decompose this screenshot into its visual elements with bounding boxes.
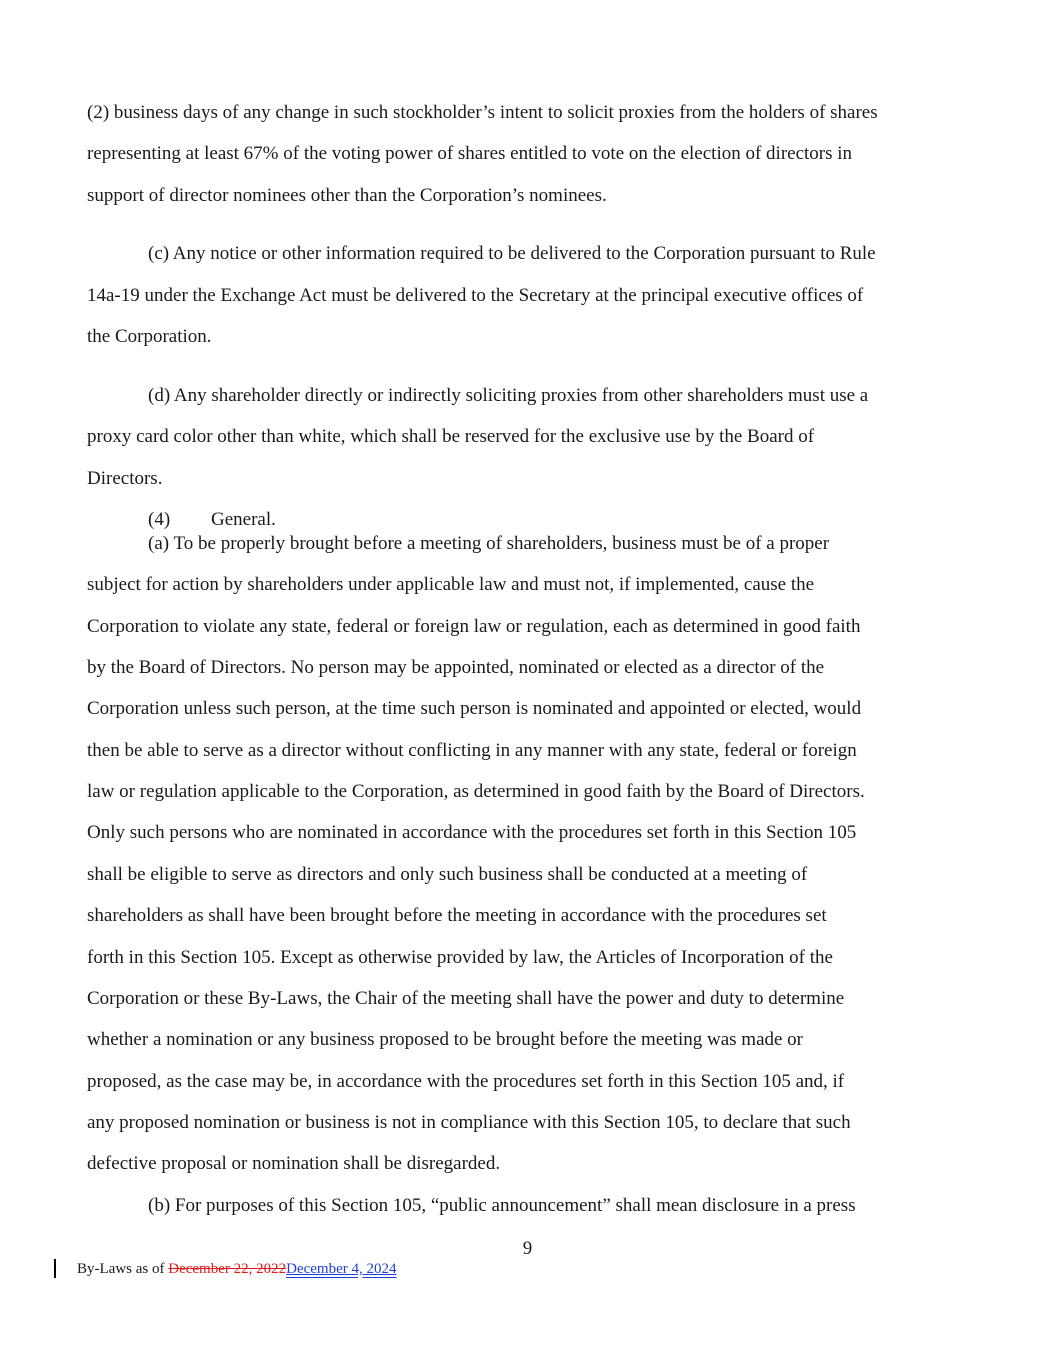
body-text-line: support of director nominees other than the Corporation’s nominees.: [87, 185, 607, 206]
body-text-line: subject for action by shareholders under applicable law and must not, if implemented, cause the: [87, 574, 815, 595]
revision-change-bar: [54, 1259, 56, 1278]
body-text-line: Corporation unless such person, at the time such person is nominated and appointed or elected, would: [87, 698, 862, 719]
body-text-line: law or regulation applicable to the Corporation, as determined in good faith by the Board of Directors.: [87, 781, 865, 802]
paragraph-a-start: (a) To be properly brought before a meeting of shareholders, business must be of a proper: [148, 533, 830, 554]
body-text-line: Only such persons who are nominated in accordance with the procedures set forth in this Section 105: [87, 822, 857, 843]
body-text-line: forth in this Section 105. Except as otherwise provided by law, the Articles of Incorporation of the: [87, 947, 833, 968]
paragraph-d-start: (d) Any shareholder directly or indirectly soliciting proxies from other shareholders must use a: [148, 385, 869, 406]
paragraph-c-start: (c) Any notice or other information required to be delivered to the Corporation pursuant to Rule: [148, 243, 876, 264]
section-4-number: (4): [148, 509, 171, 530]
body-text-line: the Corporation.: [87, 326, 212, 347]
body-text-line: whether a nomination or any business proposed to be brought before the meeting was made or: [87, 1029, 804, 1050]
page-number: 9: [522, 1238, 533, 1259]
body-text-line: 14a-19 under the Exchange Act must be delivered to the Secretary at the principal executive offices of: [87, 285, 864, 306]
body-text-line: then be able to serve as a director without conflicting in any manner with any state, federal or foreign: [87, 740, 857, 761]
footer-prefix: By-Laws as of: [77, 1261, 169, 1277]
body-text-line: proxy card color other than white, which shall be reserved for the exclusive use by the Board of: [87, 426, 815, 447]
body-text-line: shall be eligible to serve as directors and only such business shall be conducted at a meeting of: [87, 864, 808, 885]
body-text-line: defective proposal or nomination shall be disregarded.: [87, 1153, 501, 1174]
body-text-line: Directors.: [87, 468, 163, 489]
body-text-line: representing at least 67% of the voting power of shares entitled to vote on the election of directors in: [87, 143, 853, 164]
footer: [77, 1259, 397, 1279]
body-text-line: proposed, as the case may be, in accordance with the procedures set forth in this Section 105 and, if: [87, 1071, 845, 1092]
body-text-line: Corporation or these By-Laws, the Chair of the meeting shall have the power and duty to determine: [87, 988, 845, 1009]
footer-inserted-date: December 4, 2024: [286, 1261, 397, 1277]
body-text-line: any proposed nomination or business is not in compliance with this Section 105, to declare that such: [87, 1112, 851, 1133]
body-text-line: by the Board of Directors. No person may be appointed, nominated or elected as a director of the: [87, 657, 825, 678]
footer-deleted-date: December 22, 2022: [168, 1261, 287, 1277]
body-text-line: Corporation to violate any state, federal or foreign law or regulation, each as determined in good faith: [87, 616, 861, 637]
section-4-heading: General.: [211, 509, 276, 530]
paragraph-b-start: (b) For purposes of this Section 105, “public announcement” shall mean disclosure in a press: [148, 1195, 856, 1216]
body-text-line: shareholders as shall have been brought before the meeting in accordance with the procedures set: [87, 905, 827, 926]
body-text-line: (2) business days of any change in such stockholder’s intent to solicit proxies from the holders of shares: [87, 102, 878, 123]
